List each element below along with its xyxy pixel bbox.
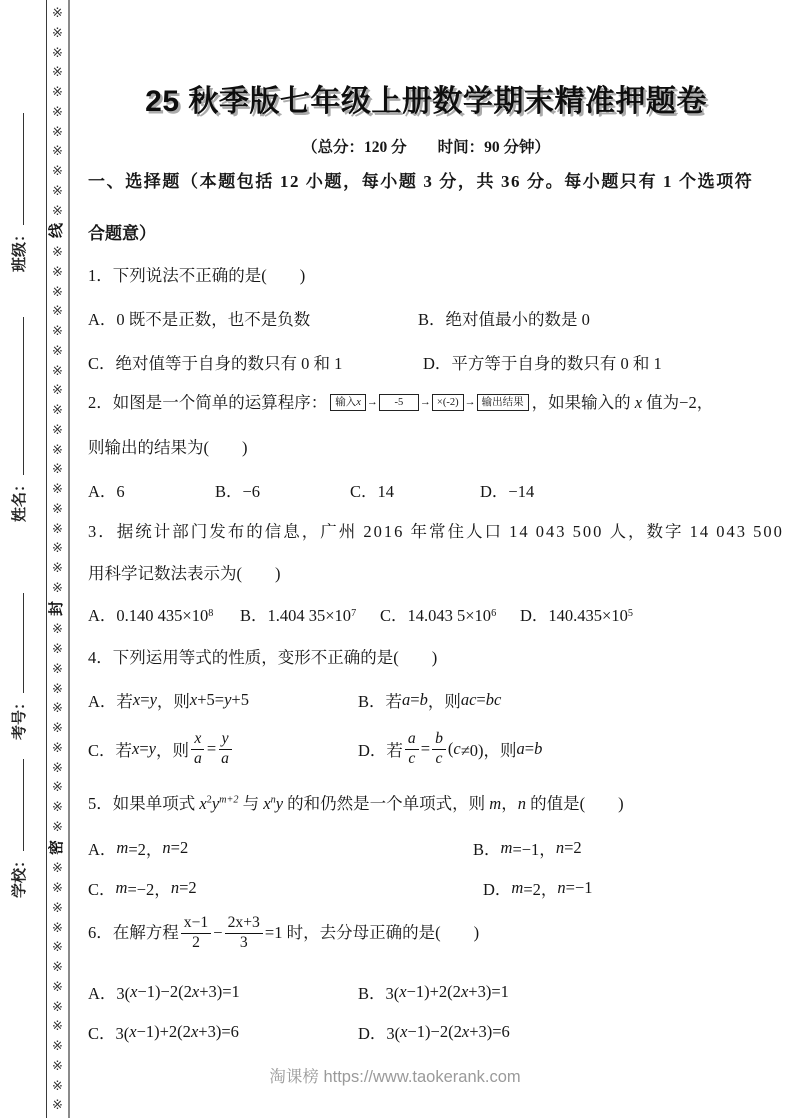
seal-symbol: ※ — [52, 362, 63, 378]
seal-symbol: ※ — [52, 660, 63, 676]
text-segment: x — [399, 982, 407, 1001]
text-segment: ，如果输入的 — [531, 393, 635, 412]
seal-symbol: ※ — [52, 959, 63, 974]
text-segment: x — [191, 982, 200, 1001]
text-segment: B．若 — [358, 692, 403, 711]
text-segment: m — [500, 838, 513, 857]
seal-symbol: 密 — [48, 839, 65, 855]
seal-symbol: ※ — [52, 1018, 63, 1034]
question-4-option-c — [88, 726, 234, 772]
text-segment: 2 — [206, 794, 212, 806]
question-3-option-c: C．14.043 5×10 6 — [380, 602, 496, 626]
question-6-option-d — [358, 1020, 510, 1044]
question-1-option-b: B．绝对值最小的数是 0 — [418, 310, 590, 329]
name-field-blank[interactable] — [20, 317, 24, 475]
fraction — [181, 914, 212, 951]
text-segment: −1)−2(2 — [137, 982, 192, 1001]
text-segment: m — [511, 878, 524, 897]
seal-symbol: ※ — [52, 739, 63, 755]
text-segment: m+2 — [219, 794, 239, 806]
text-segment: +5 — [231, 690, 249, 709]
text-segment: x — [132, 690, 141, 709]
text-segment: − — [213, 923, 223, 943]
fraction — [218, 730, 232, 767]
seal-symbol: ※ — [52, 759, 63, 775]
question-5-stem — [88, 792, 764, 815]
seal-symbol: ※ — [52, 998, 63, 1014]
school-field-blank[interactable] — [20, 759, 24, 851]
text-segment: B． — [473, 840, 501, 859]
question-6-options-row1 — [88, 980, 764, 1012]
seal-symbol: ※ — [52, 680, 63, 696]
text-segment: −1)+2(2 — [136, 1022, 191, 1041]
text-segment: 与 — [238, 794, 264, 813]
text-segment: n — [517, 794, 526, 813]
seal-symbol: ※ — [52, 579, 63, 595]
text-segment: x — [634, 393, 643, 412]
text-segment: =−1， — [512, 840, 556, 859]
text-segment: B．3( — [358, 984, 400, 1003]
fraction — [225, 914, 263, 951]
question-3-option-b: B．1.404 35×10 7 — [240, 602, 356, 626]
question-2-option-c: C．14 — [350, 482, 395, 501]
seal-symbol: ※ — [52, 202, 63, 218]
text-segment: A．3( — [88, 984, 131, 1003]
class-field-blank[interactable] — [20, 113, 24, 225]
seal-symbol: ※ — [52, 818, 63, 834]
name-field — [8, 317, 29, 522]
text-segment: x — [129, 1022, 137, 1041]
text-segment: x — [460, 982, 469, 1001]
text-segment: 输出结果 — [481, 397, 524, 409]
question-5-option-b — [473, 836, 582, 860]
text-segment: D． — [483, 880, 512, 899]
text-segment: a — [402, 690, 411, 709]
fraction — [432, 730, 446, 767]
text-segment: m — [116, 838, 129, 857]
text-segment: x — [400, 1022, 408, 1041]
text-segment: +3)=1 — [468, 982, 509, 1001]
seal-symbol: ※ — [52, 899, 63, 915]
text-segment: +3)=6 — [469, 1022, 510, 1041]
text-segment: m — [489, 794, 502, 813]
text-segment: 的值是( ) — [525, 794, 624, 813]
text-segment: ，则 — [427, 692, 461, 711]
seal-line-right — [68, 0, 70, 1118]
text-segment: -5 — [394, 397, 404, 409]
text-segment: c — [453, 739, 461, 758]
text-segment: x — [356, 397, 361, 409]
text-segment: n — [162, 838, 171, 857]
text-segment: C． — [88, 880, 116, 899]
seal-symbol: ※ — [52, 283, 63, 299]
name-field-label: 姓名： — [12, 476, 28, 522]
text-segment: n — [557, 878, 566, 897]
text-segment: 2x+3 — [227, 914, 260, 932]
question-4-options-row1 — [88, 688, 764, 720]
text-segment: y — [275, 794, 284, 813]
text-segment: 5．如果单项式 — [88, 794, 200, 813]
text-segment: x — [132, 739, 140, 758]
seal-symbol: ※ — [52, 84, 63, 99]
flow-box-multiply-neg2 — [432, 394, 464, 411]
question-2-stem-pre: 2．如图是一个简单的运算程序： — [88, 393, 328, 412]
seal-symbol: ※ — [52, 323, 63, 338]
text-segment: x — [190, 1022, 199, 1041]
exam-number-field-label: 考号： — [12, 694, 28, 740]
question-6-option-a — [88, 980, 240, 1004]
seal-symbol: ※ — [52, 919, 63, 935]
seal-symbol: ※ — [52, 860, 63, 876]
text-segment: = — [410, 690, 420, 709]
question-1-stem: 1．下列说法不正确的是( ) — [88, 266, 306, 285]
seal-symbol: ※ — [52, 143, 63, 159]
seal-symbol: ※ — [52, 779, 63, 795]
question-1-option-d: D．平方等于自身的数只有 0 和 1 — [423, 354, 662, 373]
text-segment: b — [435, 730, 443, 748]
text-segment: c — [435, 749, 443, 767]
text-segment: ，则 — [156, 692, 190, 711]
question-1-option-a: A．0 既不是正数，也不是负数 — [88, 310, 311, 329]
seal-symbol: ※ — [52, 939, 63, 955]
text-segment: 值为−2， — [642, 393, 714, 412]
exam-number-field — [8, 593, 29, 740]
text-segment: c — [408, 749, 416, 767]
text-segment: = — [139, 739, 149, 758]
question-5-options-row1 — [88, 836, 764, 868]
question-4-options-row2 — [88, 726, 764, 772]
text-segment: D．若 — [358, 741, 403, 760]
text-segment: a — [407, 730, 416, 748]
text-segment: = — [206, 739, 217, 758]
text-segment: n — [270, 794, 276, 806]
seal-symbol: ※ — [52, 880, 63, 895]
question-5-option-a — [88, 836, 188, 860]
class-field — [8, 113, 29, 272]
text-segment: = — [420, 739, 431, 758]
text-segment: b — [534, 739, 543, 758]
text-segment: 2 — [192, 933, 200, 951]
text-segment: 的和仍然是一个单项式，则 — [283, 794, 490, 813]
section-heading-line2: 合题意） — [88, 224, 156, 243]
text-segment: =2， — [128, 840, 163, 859]
flow-box-output — [477, 394, 529, 411]
question-3-stem-line1: 3．据统计部门发布的信息，广州 2016 年常住人口 14 043 500 人，数字 14 043 500 — [88, 522, 784, 541]
question-6-stem-pre: 6．在解方程 — [88, 923, 179, 943]
text-segment: =−2， — [127, 880, 171, 899]
seal-symbol: ※ — [52, 244, 63, 259]
fraction — [191, 730, 205, 767]
question-6-options-row2 — [88, 1020, 764, 1052]
footer-site-link[interactable]: 淘课榜 https://www.taokerank.com — [269, 1068, 521, 1086]
flow-box-subtract-5 — [379, 394, 419, 411]
text-segment: x — [461, 1022, 470, 1041]
seal-symbol: ※ — [52, 560, 63, 575]
question-1-options-row2 — [88, 350, 764, 382]
text-segment: x−1 — [183, 914, 209, 932]
question-6-stem — [88, 906, 764, 960]
text-segment: x — [130, 982, 138, 1001]
text-segment: ×(-2) — [436, 397, 459, 409]
seal-symbol: ※ — [52, 1077, 63, 1093]
text-segment: ， — [501, 794, 518, 813]
text-segment: A．0.140 435×10 — [88, 606, 209, 625]
flow-arrow-icon: → — [419, 396, 431, 409]
question-6-stem-math — [179, 914, 479, 951]
text-segment: =2 — [179, 878, 197, 897]
text-segment: ≠0)，则 — [460, 741, 517, 760]
question-6-option-c — [88, 1020, 239, 1044]
question-2-option-d: D．−14 — [480, 482, 535, 501]
text-segment: −1)−2(2 — [407, 1022, 462, 1041]
footer — [0, 1063, 790, 1087]
seal-symbol: ※ — [52, 481, 63, 496]
seal-symbol: ※ — [52, 540, 63, 556]
section-heading-line1: 一、选择题（本题包括 12 小题，每小题 3 分，共 36 分。每小题只有 1 个选项符 — [88, 172, 754, 191]
seal-symbol: ※ — [52, 720, 63, 735]
seal-symbol: ※ — [52, 461, 63, 477]
seal-symbol: 线 — [48, 223, 65, 239]
text-segment: a — [193, 749, 202, 767]
text-segment: x — [263, 794, 271, 813]
question-4-stem: 4．下列运用等式的性质，变形不正确的是( ) — [88, 648, 438, 667]
text-segment: 输入 — [335, 397, 357, 409]
question-4-option-b — [358, 688, 501, 712]
text-segment: A．若 — [88, 692, 133, 711]
seal-symbol: ※ — [52, 520, 63, 536]
question-1-options-row1 — [88, 306, 764, 338]
seal-symbol: ※ — [52, 1097, 63, 1113]
text-segment: n — [170, 878, 180, 897]
text-segment: m — [115, 878, 128, 897]
question-2-options-row — [88, 478, 764, 510]
text-segment: x — [194, 730, 202, 748]
question-5-option-c — [88, 876, 197, 900]
text-segment: = — [476, 690, 486, 709]
text-segment: =−1 — [565, 878, 593, 897]
seal-symbol: ※ — [52, 5, 63, 20]
question-6-option-b — [358, 980, 509, 1004]
seal-symbol: ※ — [52, 1038, 63, 1053]
seal-symbol: ※ — [52, 24, 63, 40]
text-segment: y — [221, 730, 229, 748]
seal-symbol: ※ — [52, 421, 63, 437]
text-segment: x — [189, 690, 198, 709]
question-5-options-row2 — [88, 876, 764, 908]
question-2-stem-line2: 则输出的结果为( ) — [88, 438, 248, 457]
seal-symbol: ※ — [52, 163, 63, 178]
seal-symbol: ※ — [52, 123, 63, 139]
exam-number-field-blank[interactable] — [20, 593, 24, 693]
text-segment: −1)+2(2 — [406, 982, 461, 1001]
seal-symbol: ※ — [52, 382, 63, 398]
seal-symbol: ※ — [52, 1057, 63, 1073]
question-3-option-d: D．140.435×10 5 — [520, 602, 633, 626]
text-segment: =2 — [564, 838, 582, 857]
text-segment: =2 — [170, 838, 189, 857]
text-segment: y — [224, 690, 232, 709]
text-segment: a — [516, 739, 525, 758]
program-flowchart — [330, 394, 528, 411]
text-segment: D．3( — [358, 1024, 401, 1043]
fraction — [405, 730, 419, 767]
seal-symbol: ※ — [52, 441, 63, 457]
seal-symbol: ※ — [52, 500, 63, 516]
question-2-stem-post — [532, 391, 714, 414]
question-1-option-c: C．绝对值等于自身的数只有 0 和 1 — [88, 354, 343, 373]
text-segment: ，则 — [155, 741, 189, 760]
school-field-label: 学校： — [12, 852, 28, 898]
question-3-options-row — [88, 602, 764, 634]
text-segment: bc — [485, 690, 502, 709]
seal-symbol: ※ — [52, 700, 63, 716]
text-segment: C．3( — [88, 1024, 130, 1043]
exam-content — [88, 0, 784, 1118]
question-2-option-a: A．6 — [88, 482, 125, 501]
text-segment: =2， — [523, 880, 558, 899]
question-3-stem-line2: 用科学记数法表示为( ) — [88, 564, 281, 583]
seal-strip — [47, 6, 68, 1112]
text-segment: = — [524, 739, 535, 758]
question-2-stem — [88, 391, 764, 414]
question-3-option-a: A．0.140 435×10 8 — [88, 602, 213, 626]
seal-symbol: ※ — [52, 182, 63, 198]
text-segment: =1 时，去分母正确的是( ) — [264, 923, 480, 943]
exam-meta: （总分：120 分 时间：90 分钟） — [301, 139, 550, 156]
text-segment: = — [140, 690, 150, 709]
seal-symbol: ※ — [52, 402, 63, 417]
seal-symbol: ※ — [52, 342, 63, 358]
seal-symbol: ※ — [52, 799, 63, 814]
school-field — [8, 759, 29, 898]
text-segment: B．1.404 35×10 — [240, 606, 352, 625]
text-segment: ac — [460, 690, 477, 709]
text-segment: y — [211, 794, 220, 813]
flow-arrow-icon: → — [464, 396, 476, 409]
text-segment: 3 — [239, 933, 248, 951]
seal-symbol: ※ — [52, 303, 63, 319]
text-segment: C．若 — [88, 741, 133, 760]
page-title: 25 秋季版七年级上册数学期末精准押题卷 — [145, 85, 707, 118]
seal-symbol: 封 — [48, 600, 65, 616]
question-5-option-d — [483, 876, 593, 900]
question-4-option-d — [358, 726, 542, 772]
seal-symbol: ※ — [52, 64, 63, 80]
flow-arrow-icon: → — [366, 396, 378, 409]
text-segment: y — [148, 739, 156, 758]
text-segment: +5= — [197, 690, 225, 709]
text-segment: n — [555, 838, 565, 857]
seal-symbol: ※ — [52, 621, 63, 637]
text-segment: D．140.435×10 — [520, 606, 628, 625]
text-segment: ( — [447, 739, 454, 758]
text-segment: A． — [88, 840, 117, 859]
seal-symbol: ※ — [52, 978, 63, 994]
text-segment: +3)=1 — [199, 982, 240, 1001]
flow-box-input — [330, 394, 366, 411]
class-field-label: 班级： — [12, 226, 28, 272]
text-segment: y — [149, 690, 157, 709]
text-segment: b — [419, 690, 428, 709]
text-segment: +3)=6 — [198, 1022, 239, 1041]
text-segment: a — [221, 749, 229, 767]
text-segment: C．14.043 5×10 — [380, 606, 492, 625]
text-segment: x — [199, 794, 207, 813]
seal-symbol: ※ — [52, 44, 63, 60]
seal-symbol: ※ — [52, 641, 63, 656]
question-2-option-b: B．−6 — [215, 482, 261, 501]
seal-symbol: ※ — [52, 263, 63, 279]
question-4-option-a — [88, 688, 249, 712]
seal-symbol: ※ — [52, 103, 63, 119]
